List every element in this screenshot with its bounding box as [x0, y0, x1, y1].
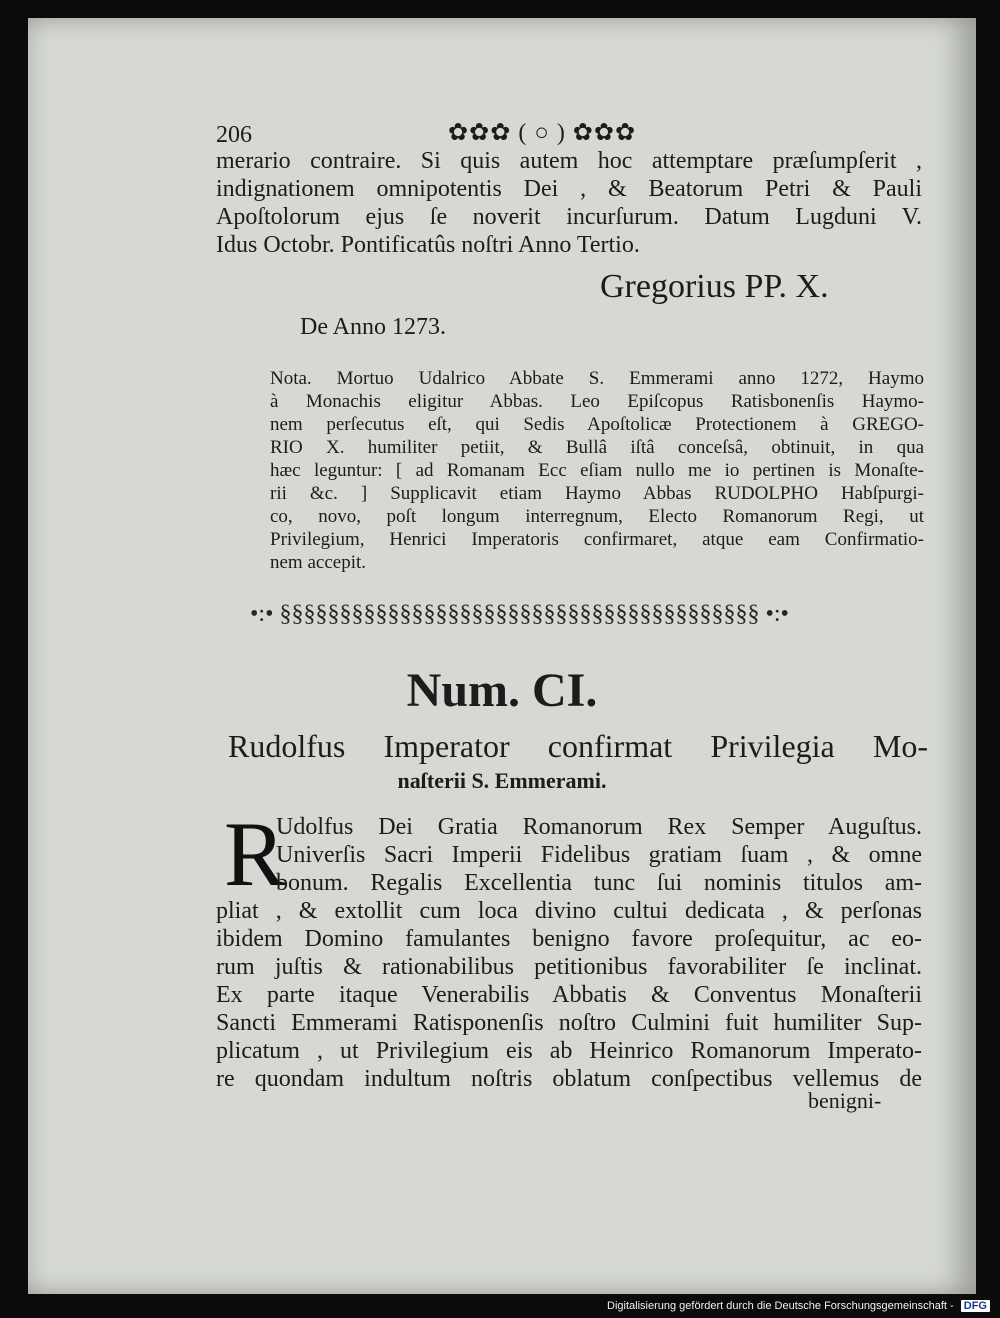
body-line: Ex parte itaque Venerabilis Abbatis & Conventus Monaſterii — [216, 982, 922, 1008]
digitization-footer — [0, 1300, 990, 1312]
catchword: benigni- — [808, 1088, 882, 1113]
papal-signature: Gregorius PP. X. — [600, 268, 829, 305]
note-line: hæc leguntur: [ ad Romanam Ecc eſiam nullo me io pertinen is Monaſte- — [270, 460, 924, 481]
section-title: Rudolfus Imperator confirmat Privilegia Mo- — [228, 728, 928, 764]
body-line: ibidem Domino famulantes benigno favore proſequitur, ac eo- — [216, 926, 922, 952]
body-line: rum juſtis & rationabilibus petitionibus favorabiliter ſe inclinat. — [216, 954, 922, 980]
note-line: Privilegium, Henrici Imperatoris confirmaret, atque eam Confirmatio- — [270, 529, 924, 550]
text-line: merario contraire. Si quis autem hoc attemptare præſumpſerit , — [216, 148, 922, 174]
body-line: Sancti Emmerami Ratisponenſis noſtro Culmini fuit humiliter Sup- — [216, 1010, 922, 1036]
year-line: De Anno 1273. — [300, 314, 446, 340]
header-ornament: ✿✿✿ ( ○ ) ✿✿✿ — [448, 120, 637, 146]
note-line: nem perſecutus eſt, qui Sedis Apoſtolicæ Protectionem à GREGO- — [270, 414, 924, 435]
body-line: Udolfus Dei Gratia Romanorum Rex Semper Auguſtus. — [276, 814, 922, 840]
note-line: à Monachis eligitur Abbas. Leo Epiſcopus Ratisbonenſis Haymo- — [270, 391, 924, 412]
note-line: nem accepit. — [270, 552, 367, 573]
dfg-logo: DFG — [961, 1300, 990, 1312]
scanned-page — [28, 18, 976, 1294]
text-line: Idus Octobr. Pontificatûs noſtri Anno Tertio. — [216, 232, 640, 258]
note-line: Nota. Mortuo Udalrico Abbate S. Emmerami anno 1272, Haymo — [270, 368, 924, 389]
body-line: bonum. Regalis Excellentia tunc ſui nominis titulos am- — [276, 870, 922, 896]
section-number: Num. CI. — [406, 664, 598, 717]
section-title-continued: naſterii S. Emmerami. — [397, 768, 607, 793]
text-line: Apoſtolorum ejus ſe noverit incurſurum. Datum Lugduni V. — [216, 204, 922, 230]
ornamental-divider: •:• §§§§§§§§§§§§§§§§§§§§§§§§§§§§§§§§§§§§§§§§ •:• — [250, 601, 789, 627]
note-line: RIO X. humiliter petiit, & Bullâ iſtâ conceſsâ, obtinuit, in qua — [270, 437, 924, 458]
body-line: plicatum , ut Privilegium eis ab Heinrico Romanorum Imperato- — [216, 1038, 922, 1064]
footer-text: Digitalisierung gefördert durch die Deutsche Forschungsgemeinschaft - — [607, 1300, 954, 1312]
page-number: 206 — [216, 122, 252, 148]
body-line: Univerſis Sacri Imperii Fidelibus gratiam ſuam , & omne — [276, 842, 922, 868]
note-line: co, novo, poſt longum interregnum, Electo Romanorum Regi, ut — [270, 506, 924, 527]
note-line: rii &c. ] Supplicavit etiam Haymo Abbas RUDOLPHO Habſpurgi- — [270, 483, 924, 504]
body-line: re quondam indultum noſtris oblatum conſpectibus vellemus de — [216, 1066, 922, 1092]
text-line: indignationem omnipotentis Dei , & Beatorum Petri & Pauli — [216, 176, 922, 202]
drop-cap: R — [224, 803, 286, 905]
body-line: pliat , & extollit cum loca divino cultui dedicata , & perſonas — [216, 898, 922, 924]
